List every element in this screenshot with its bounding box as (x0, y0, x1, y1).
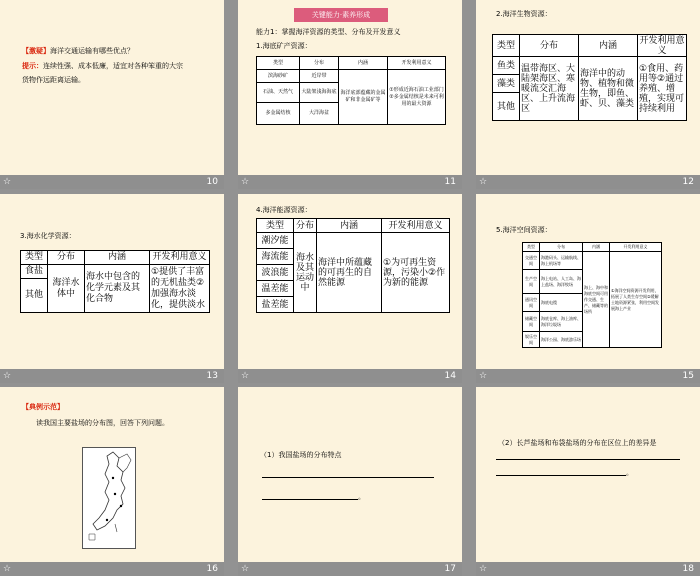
slide-number: 10 (206, 177, 218, 187)
header-type: 类型 (523, 243, 540, 252)
marine-biology-table (492, 34, 687, 121)
header-meaning: 内涵 (579, 35, 638, 57)
hint-text-1: 连续性强、成本低廉，适宜对各种笨重的大宗 (43, 62, 183, 70)
slide-footer (238, 175, 462, 189)
table-cell: 大陆架浅海海底 (300, 83, 339, 103)
table-cell: 温带海区、大陆架海区、寒暖流交汇海区、上升流海区 (520, 57, 579, 121)
star-icon: ☆ (479, 564, 488, 574)
table-cell: 海港码头、运输航线、海上机场等 (540, 252, 583, 270)
table-cell: 石油、天然气 (257, 83, 300, 103)
section-title: 3.海水化学资源： (20, 232, 76, 240)
section-title: 2.海洋生物资源： (496, 10, 552, 18)
header-distribution: 分布 (300, 57, 339, 70)
hint-text-2: 货物作远距离运输。 (22, 76, 85, 84)
table-cell: 海洋中的动物、植物和微生物，即鱼、虾、贝、藻类 (579, 57, 638, 121)
header-meaning: 内涵 (339, 57, 388, 70)
star-icon: ☆ (479, 371, 488, 381)
table-cell: 藻类 (493, 75, 520, 93)
slide-footer (238, 562, 462, 576)
star-icon: ☆ (479, 177, 488, 187)
table-cell: 娱乐空间 (523, 332, 540, 348)
slide-12[interactable] (476, 0, 700, 189)
slide-footer (0, 175, 224, 189)
slide-footer (476, 175, 700, 189)
map-graphic (83, 448, 135, 548)
answer-line[interactable] (496, 459, 680, 460)
section-title: 4.海洋能源资源： (256, 206, 312, 214)
header-type: 类型 (493, 35, 520, 57)
header-distribution: 分布 (294, 219, 317, 233)
table-cell: 其他 (21, 279, 48, 313)
star-icon: ☆ (3, 371, 12, 381)
table-cell: 食盐 (21, 265, 48, 279)
slide-number: 15 (682, 371, 694, 381)
table-cell: 海洋底部蕴藏的金属矿和非金属矿等 (339, 70, 388, 125)
table-cell: 海底电缆 (540, 294, 583, 312)
star-icon: ☆ (241, 177, 250, 187)
header-type: 类型 (257, 219, 294, 233)
section-banner: 关键能力·素养形成 (294, 8, 388, 22)
table-cell: 海洋水体中 (48, 265, 85, 313)
header-significance: 开发利用意义 (388, 57, 446, 70)
seawater-chemistry-table (20, 250, 210, 313)
question-line (22, 45, 134, 58)
answer-line[interactable] (262, 499, 358, 500)
slide-16[interactable] (0, 387, 224, 576)
ocean-space-table (522, 242, 662, 348)
slide-footer (0, 369, 224, 383)
example-tag: 【典例示范】 (22, 403, 64, 411)
question-text: （1）我国盐场的分布特点 (260, 451, 342, 459)
slide-13[interactable] (0, 194, 224, 383)
header-meaning: 内涵 (317, 219, 382, 233)
end-mark: 。 (626, 469, 633, 477)
slide-18[interactable] (476, 387, 700, 576)
table-cell: 海底仓库、海上油库、海洋垃圾场 (540, 312, 583, 332)
answer-line[interactable] (262, 477, 434, 478)
table-cell: ①海洋空间资源开发利用，拓展了人类生存空间②缓解土地资源紧张，利用空间发展海上产业 (610, 252, 662, 348)
star-icon: ☆ (3, 564, 12, 574)
slide-10[interactable] (0, 0, 224, 189)
question-text: 读我国主要盐场的分布图，回答下列问题。 (36, 419, 169, 427)
slide-17[interactable] (238, 387, 462, 576)
answer-line[interactable] (496, 475, 626, 476)
table-cell: ①形成近海石油工业部门②多金属结核是未来可利用的最大资源 (388, 70, 446, 125)
slide-footer (476, 562, 700, 576)
header-significance: 开发利用意义 (639, 35, 685, 56)
table-cell: 海洋中所蕴藏的可再生的自然能源 (317, 233, 382, 313)
table-cell: 海水及其运动中 (294, 233, 317, 313)
header-meaning: 内涵 (583, 243, 610, 252)
table-cell: 海水中包含的化学元素及其化合物 (85, 265, 150, 313)
table-cell: 盐差能 (257, 297, 294, 313)
slide-number: 14 (444, 371, 456, 381)
slide-number: 16 (206, 564, 218, 574)
table-cell: 多金属结核 (257, 103, 300, 125)
table-cell: 交通空间 (523, 252, 540, 270)
header-distribution: 分布 (540, 243, 583, 252)
slide-11[interactable] (238, 0, 462, 189)
table-cell: 滨海砂矿 (257, 70, 300, 83)
table-cell: 大洋海盆 (300, 103, 339, 125)
header-distribution: 分布 (520, 35, 579, 57)
section-subtitle: 1.海底矿产资源： (256, 42, 312, 50)
header-distribution: 分布 (48, 251, 85, 265)
slide-footer (476, 369, 700, 383)
header-significance: 开发利用意义 (150, 251, 210, 265)
header-type: 类型 (21, 251, 48, 265)
table-cell: 鱼类 (493, 57, 520, 75)
table-cell: 波浪能 (257, 265, 294, 281)
slide-14[interactable] (238, 194, 462, 383)
header-significance: 开发利用意义 (382, 219, 450, 233)
table-cell: 其他 (493, 93, 520, 121)
hint-line-1 (22, 60, 183, 73)
seabed-minerals-table (256, 56, 446, 125)
question-tag: 【激疑】 (22, 47, 50, 55)
hint-label: 提示： (22, 62, 43, 70)
table-cell: 温差能 (257, 281, 294, 297)
slide-number: 18 (682, 564, 694, 574)
slide-number: 11 (444, 177, 456, 187)
table-cell: 近岸带 (300, 70, 339, 83)
table-cell: 潮汐能 (257, 233, 294, 249)
ability-title: 能力1：掌握海洋资源的类型、分布及开发意义 (256, 28, 401, 36)
slide-number: 12 (682, 177, 694, 187)
star-icon: ☆ (241, 564, 250, 574)
table-cell: ①食用、药用等②通过养殖、增殖，实现可持续利用 (638, 57, 687, 121)
star-icon: ☆ (241, 371, 250, 381)
table-cell: 海流能 (257, 249, 294, 265)
star-icon: ☆ (3, 177, 12, 187)
table-cell: 储藏空间 (523, 312, 540, 332)
header-type: 类型 (257, 57, 300, 70)
question-text: （2）长芦盐场和布袋盐场的分布在区位上的差异是 (498, 439, 657, 447)
ocean-energy-table (256, 218, 450, 313)
section-title: 5.海洋空间资源： (496, 226, 552, 234)
table-cell: 通讯空间 (523, 294, 540, 312)
end-mark: 。 (358, 493, 365, 501)
table-cell: 生产空间 (523, 270, 540, 294)
header-significance: 开发利用意义 (610, 243, 662, 252)
table-cell: ①提供了丰富的无机盐类②加强海水淡化，提供淡水 (150, 265, 210, 313)
question-text: 海洋交通运输有哪些优点？ (50, 47, 134, 55)
table-cell: 海上、海中和海底空间可用作交通、生产、储藏等的场所 (583, 252, 610, 348)
slide-footer (0, 562, 224, 576)
table-cell: 海上电站、人工岛、海上盐场、海洋牧场 (540, 270, 583, 294)
slide-15[interactable] (476, 194, 700, 383)
slide-number: 13 (206, 371, 218, 381)
slide-number: 17 (444, 564, 456, 574)
header-meaning: 内涵 (85, 251, 150, 265)
slide-footer (238, 369, 462, 383)
table-cell: 海洋公园、海底游乐场 (540, 332, 583, 348)
salt-field-map (82, 447, 136, 549)
table-cell: ①为可再生资源，污染小②作为新的能源 (382, 233, 450, 313)
